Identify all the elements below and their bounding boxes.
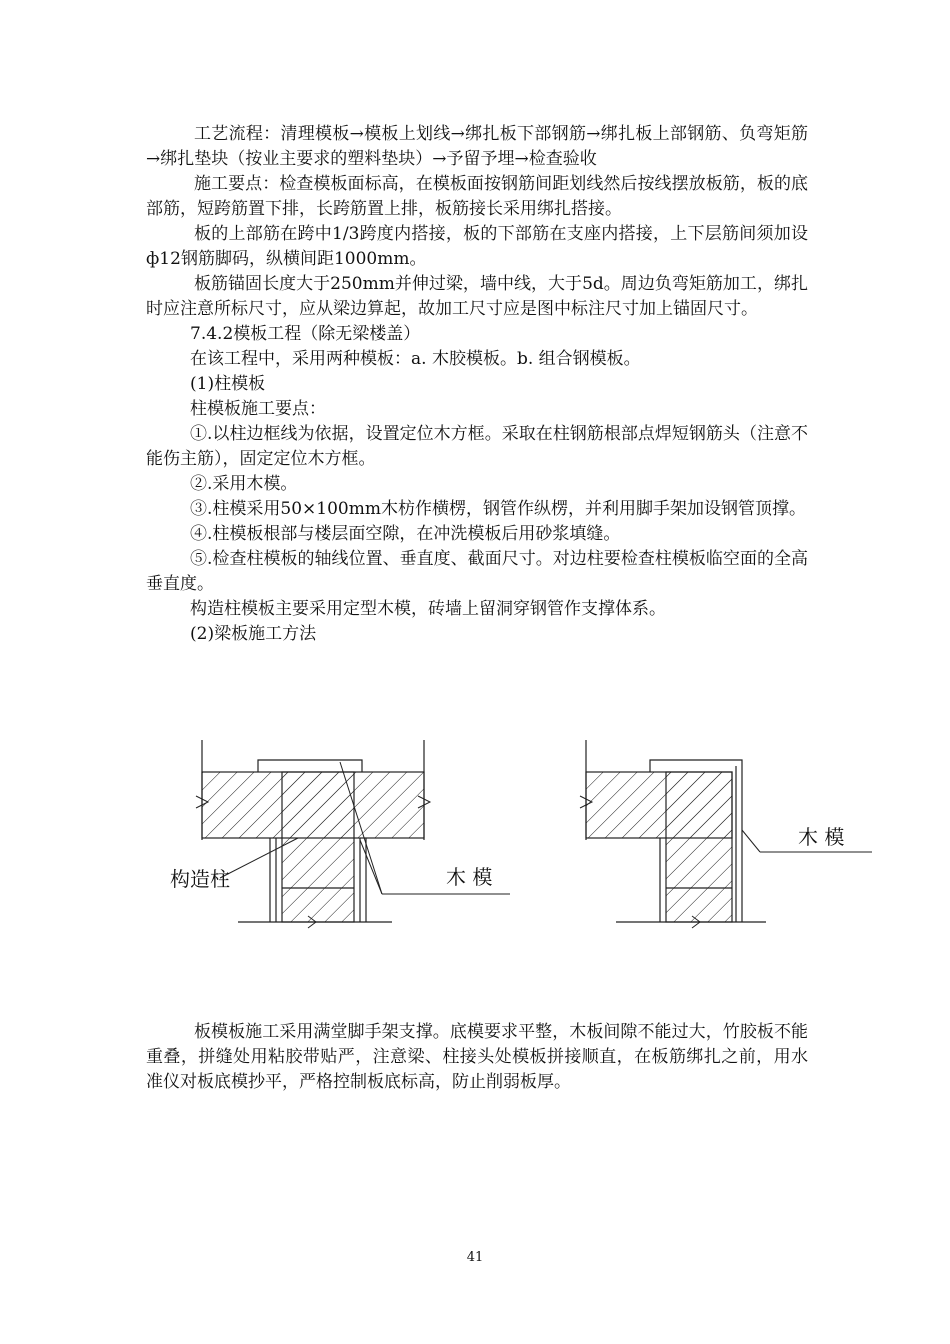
body-text — [146, 122, 808, 647]
formwork-types-paragraph: 在该工程中，采用两种模板：a. 木胶模板。b. 组合钢模板。 — [190, 349, 641, 369]
column-label: 构造柱 — [170, 867, 230, 891]
slab-formwork-text — [146, 1020, 808, 1095]
construction-points-paragraph: 施工要点：检查模板面标高，在模板面按钢筋间距划线然后按线摆放板筋，板的底部筋，短跨筋置下排，长跨筋置上排，板筋接长采用绑扎搭接。 — [146, 174, 808, 219]
slab-formwork-paragraph: 板模板施工采用满堂脚手架支撑。底模要求平整，木板间隙不能过大，竹胶板不能重叠，拼缝处用粘胶带贴严，注意梁、柱接头处模板拼接顺直，在板筋绑扎之前，用水准仪对板底模抄平，严格控制板底标高，防止削弱板厚。 — [146, 1022, 808, 1092]
list-item-3: ③.柱模采用50×100mm木枋作横楞，钢管作纵楞，并利用脚手架加设钢管顶撑。 — [190, 499, 806, 519]
upper-rebar-paragraph: 板的上部筋在跨中1/3跨度内搭接，板的下部筋在支座内搭接，上下层筋间须加设 ф12钢筋脚码，纵横间距1000mm。 — [146, 224, 808, 269]
column-slab-junction-drawing — [160, 730, 520, 940]
process-flow-paragraph: 工艺流程：清理模板→模板上划线→绑扎板下部钢筋→绑扎板上部钢筋、负弯矩筋→绑扎垫块（按业主要求的塑料垫块）→予留予埋→检查验收 — [146, 124, 808, 169]
list-item-5: ⑤.检查柱模板的轴线位置、垂直度、截面尺寸。对边柱要检查柱模板临空面的全高垂直度。 — [146, 549, 808, 594]
beam-slab-heading: (2)梁板施工方法 — [190, 624, 317, 644]
formwork-label-right: 木 模 — [798, 825, 845, 849]
anchorage-paragraph: 板筋锚固长度大于250mm并伸过梁，墙中线，大于5d。周边负弯矩筋加工，绑扎时应注意所标尺寸，应从梁边算起，故加工尺寸应是图中标注尺寸加上锚固尺寸。 — [146, 274, 808, 319]
section-heading-7-4-2: 7.4.2模板工程（除无梁楼盖） — [190, 324, 421, 344]
constructional-column-paragraph: 构造柱模板主要采用定型木模，砖墙上留洞穿钢管作支撑体系。 — [190, 599, 666, 619]
column-points-heading: 柱模板施工要点： — [190, 399, 326, 419]
list-item-2: ②.采用木模。 — [190, 474, 298, 494]
edge-column-drawing — [560, 730, 890, 940]
list-item-1: ①.以柱边框线为依据，设置定位木方框。采取在柱钢筋根部点焊短钢筋头（注意不能伤主筋），固定定位木方框。 — [146, 424, 808, 469]
list-item-4: ④.柱模板根部与楼层面空隙，在冲洗模板后用砂浆填缝。 — [190, 524, 621, 544]
formwork-label-left: 木 模 — [446, 865, 493, 889]
page-number: 41 — [466, 1250, 484, 1265]
column-formwork-heading: (1)柱模板 — [190, 374, 266, 394]
